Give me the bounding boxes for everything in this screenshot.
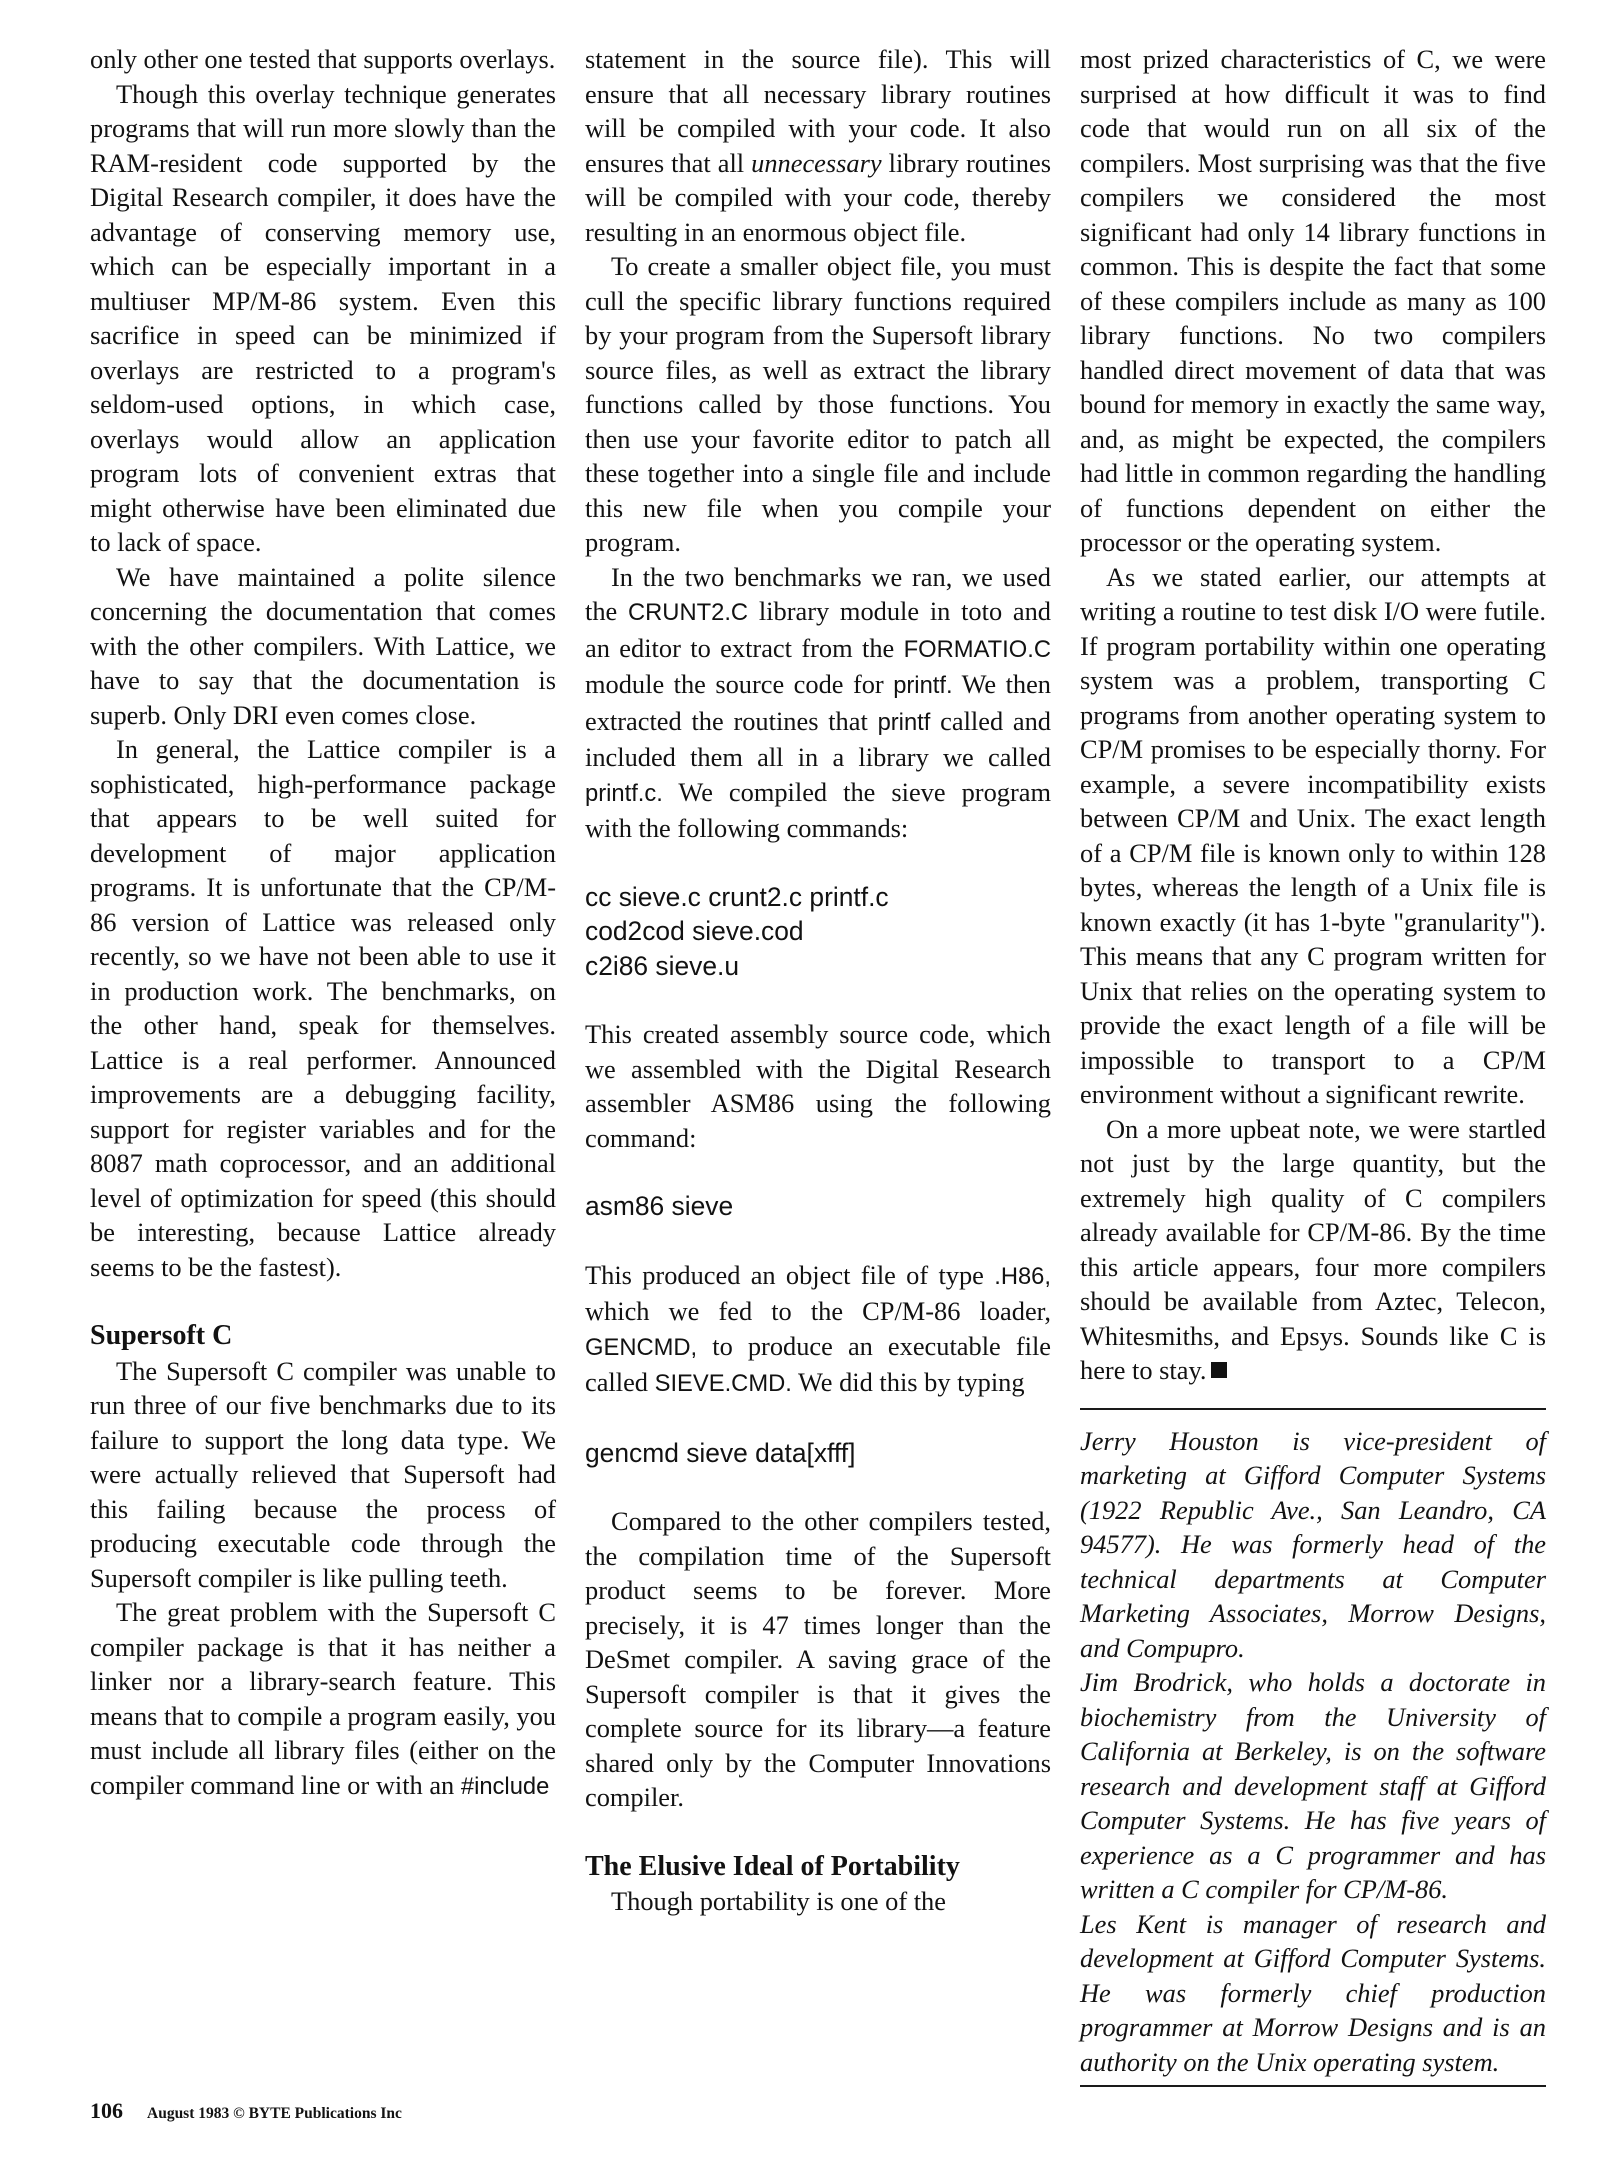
paragraph xyxy=(1080,1112,1546,1388)
paragraph: In general, the Lattice compiler is a sophisticated, high-performance package that appears to be well suited for development of major application programs. It is unfortunate that the CP/M-86 version of Lattice was released only recently, so we have not been able to use it in production work. The benchmarks, on the other hand, speak for themselves. Lattice is a real performer. Announced improvements are a debugging facility, support for register variables and for the 8087 math coprocessor, and an additional level of optimization for speed (this should be interesting, because Lattice already seems to be the fastest). xyxy=(90,734,556,1282)
inline-code: CRUNT2.C xyxy=(628,599,749,626)
code-line: gencmd sieve data[xfff] xyxy=(585,1437,856,1468)
paragraph-text: We did this by typing xyxy=(797,1367,1025,1397)
section-heading: Supersoft C xyxy=(90,1320,233,1351)
paragraph-text: In the two benchmarks we ran, we used the xyxy=(585,561,1051,626)
paragraph-text: library routines will be compiled with your code, thereby resulting in an enormous object file. xyxy=(585,147,1051,247)
paragraph: This created assembly source code, which we assembled with the Digital Research assembler ASM86 using the following command: xyxy=(585,1019,1051,1153)
divider xyxy=(1080,2085,1546,2087)
paragraph-text: On a more upbeat note, we were startled not just by the large quantity, but the extremely high quality of C compilers already available for CP/M-86. By the time this article appears, four more compilers should be available from Aztec, Telecon, Whitesmiths, and Epsys. Sounds like C is here to stay. xyxy=(1080,1113,1546,1385)
paragraph: only other one tested that supports overlays. xyxy=(90,44,556,74)
paragraph xyxy=(585,560,1051,846)
author-bio: Jerry Houston is vice-president of marketing at Gifford Computer Systems (1922 Republic Ave., San Leandro, CA 94577). He was formerly head of the technical departments at Computer Marketing Associates, Morrow Designs, and Compupro. xyxy=(1080,1425,1546,1663)
column-1 xyxy=(90,42,556,1804)
paragraph: To create a smaller object file, you must cull the specific library functions required by your program from the Supersoft library source files, as well as extract the library functions called by those functions. You then use your favorite editor to patch all these together into a single file and include this new file when you compile your program. xyxy=(585,251,1051,557)
inline-code: GENCMD, xyxy=(585,1333,698,1361)
paragraph: most prized characteristics of C, we were surprised at how difficult it was to find code that would run on all six of the compilers. Most surprising was that the five compilers we considered the most significant had only 14 library functions in common. This is despite the fact that some of these compilers include as many as 100 library functions. No two compilers handled direct movement of data that was bound for memory in exactly the same way, and, as might be expected, the compilers had little in common regarding the handling of functions dependent on either the processor or the operating system. xyxy=(1080,44,1546,557)
code-block xyxy=(585,880,1051,984)
paragraph-text: This produced an object file of type xyxy=(585,1259,984,1290)
code-block xyxy=(585,1436,1051,1471)
paragraph: As we stated earlier, our attempts at writing a routine to test disk I/O were futile. If program portability within one operating system was a problem, transporting C programs from another operating system to CP/M promises to be especially thorny. For example, a severe incompatibility exists between CP/M and Unix. The exact length of a CP/M file is known only to within 128 bytes, whereas the length of a Unix file is known exactly (it has 1-byte "granularity"). This means that any C program written for Unix that relies on the operating system to provide the exact length of a file will be impossible to transport to a CP/M environment without a significant rewrite. xyxy=(1080,561,1546,1109)
paragraph-text: library module in toto and an editor to extract from the xyxy=(585,596,1051,663)
paragraph-text: which we fed to the CP/M-86 loader, xyxy=(585,1296,1051,1326)
inline-code: printf.c. xyxy=(585,779,663,807)
paragraph: The Supersoft C compiler was unable to run three of our five benchmarks due to its failure to support the long data type. We were actually relieved that Supersoft had this failing because the process of producing executable code through the Supersoft compiler is like pulling teeth. xyxy=(90,1355,556,1593)
code-block xyxy=(585,1189,1051,1224)
paragraph: Though portability is one of the xyxy=(611,1886,946,1916)
paragraph-text: We then extracted the routines that xyxy=(585,669,1051,736)
code-line: cc sieve.c crunt2.c printf.c xyxy=(585,881,889,912)
inline-code: FORMATIO.C xyxy=(903,635,1051,663)
paragraph-text: The great problem with the Supersoft C compiler package is that it has neither a linker nor a library-search feature. This means that to compile a program easily, you must include all library files (either on the compiler command line or with an xyxy=(90,1597,556,1800)
column-2 xyxy=(585,42,1051,1919)
author-bios xyxy=(1080,1424,1546,2080)
code-line: cod2cod sieve.cod xyxy=(585,916,804,946)
page-footer xyxy=(90,2098,402,2124)
divider xyxy=(1080,1408,1546,1410)
inline-code: printf. xyxy=(893,672,953,699)
author-bio: Les Kent is manager of research and development at Gifford Computer Systems. He was formerly chief production programmer at Morrow Designs and is an authority on the Unix operating system. xyxy=(1080,1908,1546,2077)
section-heading: The Elusive Ideal of Portability xyxy=(585,1850,960,1882)
column-3 xyxy=(1080,42,1546,2087)
paragraph: Though this overlay technique generates programs that will run more slowly than the RAM-resident code supported by the Digital Research compiler, it does have the advantage of conserving memory use, which can be especially important in a multiuser MP/M-86 system. Even this sacrifice in speed can be minimized if overlays are restricted to a program's seldom-used options, in which case, overlays would allow an application program lots of convenient extras that might otherwise have been eliminated due to lack of space. xyxy=(90,78,556,557)
paragraph: Compared to the other compilers tested, the compilation time of the Supersoft product seems to be forever. More precisely, it is 47 times longer than the DeSmet compiler. A saving grace of the Supersoft compiler is that it gives the complete source for its library—a feature shared only by the Computer Innovations compiler. xyxy=(585,1506,1051,1812)
paragraph xyxy=(585,42,1051,249)
paragraph-text: module the source code for xyxy=(585,669,884,699)
author-bio: Jim Brodrick, who holds a doctorate in biochemistry from the University of California at Berkeley, is on the software research and development staff at Gifford Computer Systems. He has five years of experience as a C programmer and has written a C compiler for CP/M-86. xyxy=(1080,1667,1546,1904)
emphasis: unnecessary xyxy=(751,147,882,178)
footer-credit: August 1983 © BYTE Publications Inc xyxy=(147,2105,402,2122)
inline-code: printf xyxy=(877,708,931,736)
paragraph-text: statement in the source file). This will ensure that all necessary library routines will be compiled with your code. It also ensures that all xyxy=(585,44,1051,178)
paragraph-text: We compiled the sieve program with the following commands: xyxy=(585,776,1051,843)
code-line: asm86 sieve xyxy=(585,1191,734,1221)
end-mark-icon xyxy=(1211,1362,1227,1378)
paragraph xyxy=(90,1595,556,1804)
inline-code: #include xyxy=(460,1772,550,1800)
paragraph-text: called and included them all in a library we called xyxy=(585,705,1051,772)
paragraph xyxy=(585,1258,1051,1402)
page-number: 106 xyxy=(90,2098,123,2123)
paragraph: We have maintained a polite silence concerning the documentation that comes with the other compilers. With Lattice, we have to say that the documentation is superb. Only DRI even comes close. xyxy=(90,561,556,730)
inline-code: SIEVE.CMD. xyxy=(654,1370,792,1397)
inline-code: .H86, xyxy=(994,1262,1051,1290)
paragraph-text: to produce an executable file called xyxy=(585,1330,1051,1397)
code-line: c2i86 sieve.u xyxy=(585,950,740,981)
